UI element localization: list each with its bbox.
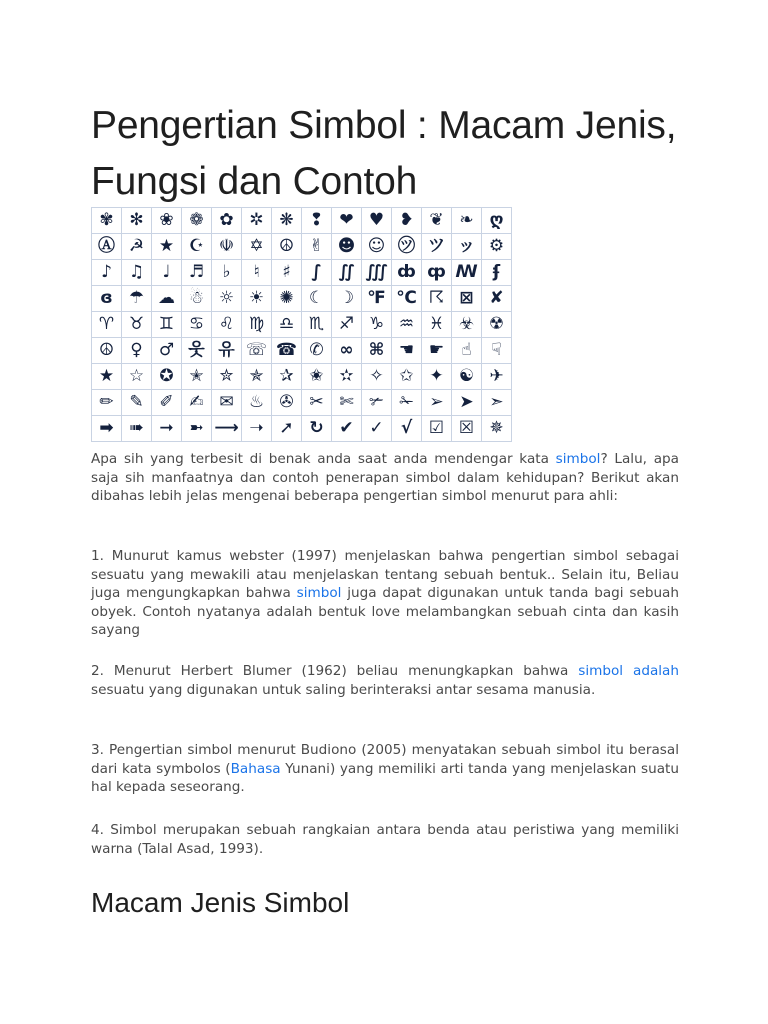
symbol-cell: ➞ [152, 416, 182, 442]
symbol-cell: ☑ [422, 416, 452, 442]
symbol-cell: ☾ [302, 286, 332, 312]
simbol-link[interactable]: simbol [555, 451, 601, 467]
symbol-cell: ☽ [332, 286, 362, 312]
symbol-cell: ♒ [392, 312, 422, 338]
symbol-cell: ❁ [182, 208, 212, 234]
symbol-cell: ☏ [242, 338, 272, 364]
symbol-cell: ッ [452, 234, 482, 260]
page-title: Pengertian Simbol : Macam Jenis, Fungsi dan Contoh [91, 104, 677, 203]
symbol-cell: ∞ [332, 338, 362, 364]
symbol-cell: ☚ [392, 338, 422, 364]
symbol-cell: ♥ [362, 208, 392, 234]
paragraph-text: Yunani) yang memiliki arti tanda yang menjelaskan suatu hal kepada seseorang. [91, 760, 679, 795]
paragraph-text: Apa sih yang terbesit di benak anda saat anda mendengar kata [91, 451, 556, 467]
symbol-cell: ➚ [272, 416, 302, 442]
symbol-cell: ❥ [392, 208, 422, 234]
symbol-cell: ☻ [332, 234, 362, 260]
symbol-chart-image [91, 207, 512, 442]
symbol-cell: ☮ [92, 338, 122, 364]
symbol-cell: ★ [152, 234, 182, 260]
symbol-cell: ➡ [92, 416, 122, 442]
symbol-cell: ✺ [272, 286, 302, 312]
symbol-cell: ✫ [332, 364, 362, 390]
symbol-cell: ☣ [452, 312, 482, 338]
symbol-cell: ❀ [152, 208, 182, 234]
symbol-cell: ✵ [482, 416, 512, 442]
symbol-cell: ⌘ [362, 338, 392, 364]
paragraph-text: 1. Munurut kamus webster (1997) menjelaskan bahwa pengertian simbol sebagai sesuatu yang mewakili atau menjelaskan tentang sebuah bentuk.. Selain itu, Beliau juga mengungkapkan bahwa [91, 548, 679, 601]
symbol-cell: ☭ [122, 234, 152, 260]
definition-paragraph-3 [91, 741, 679, 797]
symbol-cell: Ⓐ [92, 234, 122, 260]
symbol-cell: ✐ [152, 390, 182, 416]
symbol-cell: ➤ [452, 390, 482, 416]
symbol-cell: ♊ [152, 312, 182, 338]
symbol-cell: ♮ [242, 260, 272, 286]
symbol-cell: ✍ [182, 390, 212, 416]
symbol-cell: ♂ [152, 338, 182, 364]
symbol-cell: ⚙ [482, 234, 512, 260]
symbol-cell: ➝ [242, 416, 272, 442]
symbol-cell: ☼ [212, 286, 242, 312]
symbol-cell: ɞ [92, 286, 122, 312]
symbol-cell: ♪ [92, 260, 122, 286]
symbol-cell: ♈ [92, 312, 122, 338]
symbol-cell: ☂ [122, 286, 152, 312]
symbol-cell: ✇ [272, 390, 302, 416]
definition-paragraph-1 [91, 547, 679, 640]
symbol-cell: ✦ [422, 364, 452, 390]
symbol-cell: ✌ [302, 234, 332, 260]
paragraph-text: 2. Menurut Herbert Blumer (1962) beliau menungkapkan bahwa [91, 663, 579, 679]
paragraph-text: 3. Pengertian simbol menurut Budiono (2005) menyatakan sebuah simbol itu berasal dari kata symbolos ( [91, 742, 679, 777]
symbol-cell: ツ [422, 234, 452, 260]
bahasa-link[interactable]: Bahasa [230, 760, 281, 777]
symbol-cell: ℉ [362, 286, 392, 312]
symbol-cell: ❧ [452, 208, 482, 234]
symbol-cell: ♎ [272, 312, 302, 338]
symbol-cell: ♐ [332, 312, 362, 338]
symbol-cell: ☫ [212, 234, 242, 260]
symbol-cell: ☺ [362, 234, 392, 260]
symbol-cell: ♫ [122, 260, 152, 286]
symbol-cell: ➣ [482, 390, 512, 416]
definition-paragraph-2 [91, 662, 679, 699]
simbol-adalah-link[interactable]: simbol adalah [578, 663, 679, 679]
symbol-cell: ☒ [452, 416, 482, 442]
symbol-cell: ✩ [392, 364, 422, 390]
symbol-cell: ♑ [362, 312, 392, 338]
symbol-cell: ✔ [332, 416, 362, 442]
symbol-cell: ↻ [302, 416, 332, 442]
symbol-cell: 유 [212, 338, 242, 364]
symbol-cell: ✓ [362, 416, 392, 442]
symbol-cell: ☛ [422, 338, 452, 364]
symbol-cell: ♏ [302, 312, 332, 338]
symbol-cell: ㋡ [392, 234, 422, 260]
symbol-cell: ♯ [272, 260, 302, 286]
symbol-cell: ღ [482, 208, 512, 234]
symbol-cell: ❦ [422, 208, 452, 234]
paragraph-text: ? Lalu, apa saja sih manfaatnya dan contoh penerapan simbol dalam kehidupan? Berikut akan dibahas lebih jelas mengenai beberapa pengertian simbol menurut para ahli: [91, 451, 679, 504]
paragraph-text: juga dapat digunakan untuk tanda bagi sebuah obyek. Contoh nyatanya adalah bentuk love melambangkan sebuah cinta dan kasih sayang [91, 585, 680, 638]
symbol-cell: ✘ [482, 286, 512, 312]
symbol-cell: ❤ [332, 208, 362, 234]
symbol-cell: ♭ [212, 260, 242, 286]
symbol-cell: ☃ [182, 286, 212, 312]
symbol-cell: ☢ [482, 312, 512, 338]
symbol-cell: ❋ [272, 208, 302, 234]
symbol-cell: ☈ [422, 286, 452, 312]
symbol-cell: ☮ [272, 234, 302, 260]
symbol-cell: ✬ [302, 364, 332, 390]
symbol-cell: ☎ [272, 338, 302, 364]
symbol-cell: ✾ [92, 208, 122, 234]
symbol-cell: ✮ [212, 364, 242, 390]
symbol-cell: ✧ [362, 364, 392, 390]
symbol-cell: ✪ [152, 364, 182, 390]
section-heading: Macam Jenis Simbol [91, 887, 350, 918]
symbol-cell: ✰ [272, 364, 302, 390]
simbol-link[interactable]: simbol [296, 585, 342, 601]
symbol-cell: ☀ [242, 286, 272, 312]
symbol-cell: ✭ [182, 364, 212, 390]
symbol-cell: ✂ [302, 390, 332, 416]
symbol-cell: ♓ [422, 312, 452, 338]
symbol-cell: ✃ [362, 390, 392, 416]
symbol-cell: ✿ [212, 208, 242, 234]
symbol-cell: ∬ [332, 260, 362, 286]
definition-paragraph-4 [91, 821, 679, 858]
symbol-cell: ✄ [332, 390, 362, 416]
symbol-cell: ➠ [122, 416, 152, 442]
symbol-cell: ✈ [482, 364, 512, 390]
symbol-cell: ☪ [182, 234, 212, 260]
symbol-cell: ☟ [482, 338, 512, 364]
symbol-cell: ❢ [302, 208, 332, 234]
symbol-cell: ✡ [242, 234, 272, 260]
symbol-cell: ✉ [212, 390, 242, 416]
symbol-cell: ⊠ [452, 286, 482, 312]
symbol-cell: ♉ [122, 312, 152, 338]
symbol-cell: ★ [92, 364, 122, 390]
symbol-cell: ♌ [212, 312, 242, 338]
symbol-cell: ➢ [422, 390, 452, 416]
symbol-cell: ♩ [152, 260, 182, 286]
symbol-cell: ✆ [302, 338, 332, 364]
symbol-cell: ♋ [182, 312, 212, 338]
symbol-cell: ∭ [362, 260, 392, 286]
symbol-cell: ȹ [422, 260, 452, 286]
symbol-cell: ♀ [122, 338, 152, 364]
symbol-cell: ʄ [482, 260, 512, 286]
symbol-cell: ♍ [242, 312, 272, 338]
symbol-cell: ✲ [242, 208, 272, 234]
intro-paragraph [91, 450, 679, 506]
symbol-cell: ➼ [182, 416, 212, 442]
paragraph-text: 4. Simbol merupakan sebuah rangkaian antara benda atau peristiwa yang memiliki warna (Talal Asad, 1993). [91, 822, 679, 857]
symbol-cell: ✯ [242, 364, 272, 390]
paragraph-text: sesuatu yang digunakan untuk saling berinteraksi antar sesama manusia. [91, 681, 596, 698]
symbol-cell: ☯ [452, 364, 482, 390]
symbol-cell: ∫ [302, 260, 332, 286]
symbol-cell: ☝ [452, 338, 482, 364]
symbol-cell: ✻ [122, 208, 152, 234]
symbol-cell: ℃ [392, 286, 422, 312]
symbol-cell: ꟿ [452, 260, 482, 286]
symbol-cell: ✎ [122, 390, 152, 416]
symbol-cell: ⟶ [212, 416, 242, 442]
symbol-cell: ♬ [182, 260, 212, 286]
symbol-cell: ♨ [242, 390, 272, 416]
symbol-cell: ☁ [152, 286, 182, 312]
symbol-cell: 웃 [182, 338, 212, 364]
symbol-cell: √ [392, 416, 422, 442]
symbol-cell: ✏ [92, 390, 122, 416]
symbol-cell: ✁ [392, 390, 422, 416]
symbol-cell: ȸ [392, 260, 422, 286]
symbol-cell: ☆ [122, 364, 152, 390]
